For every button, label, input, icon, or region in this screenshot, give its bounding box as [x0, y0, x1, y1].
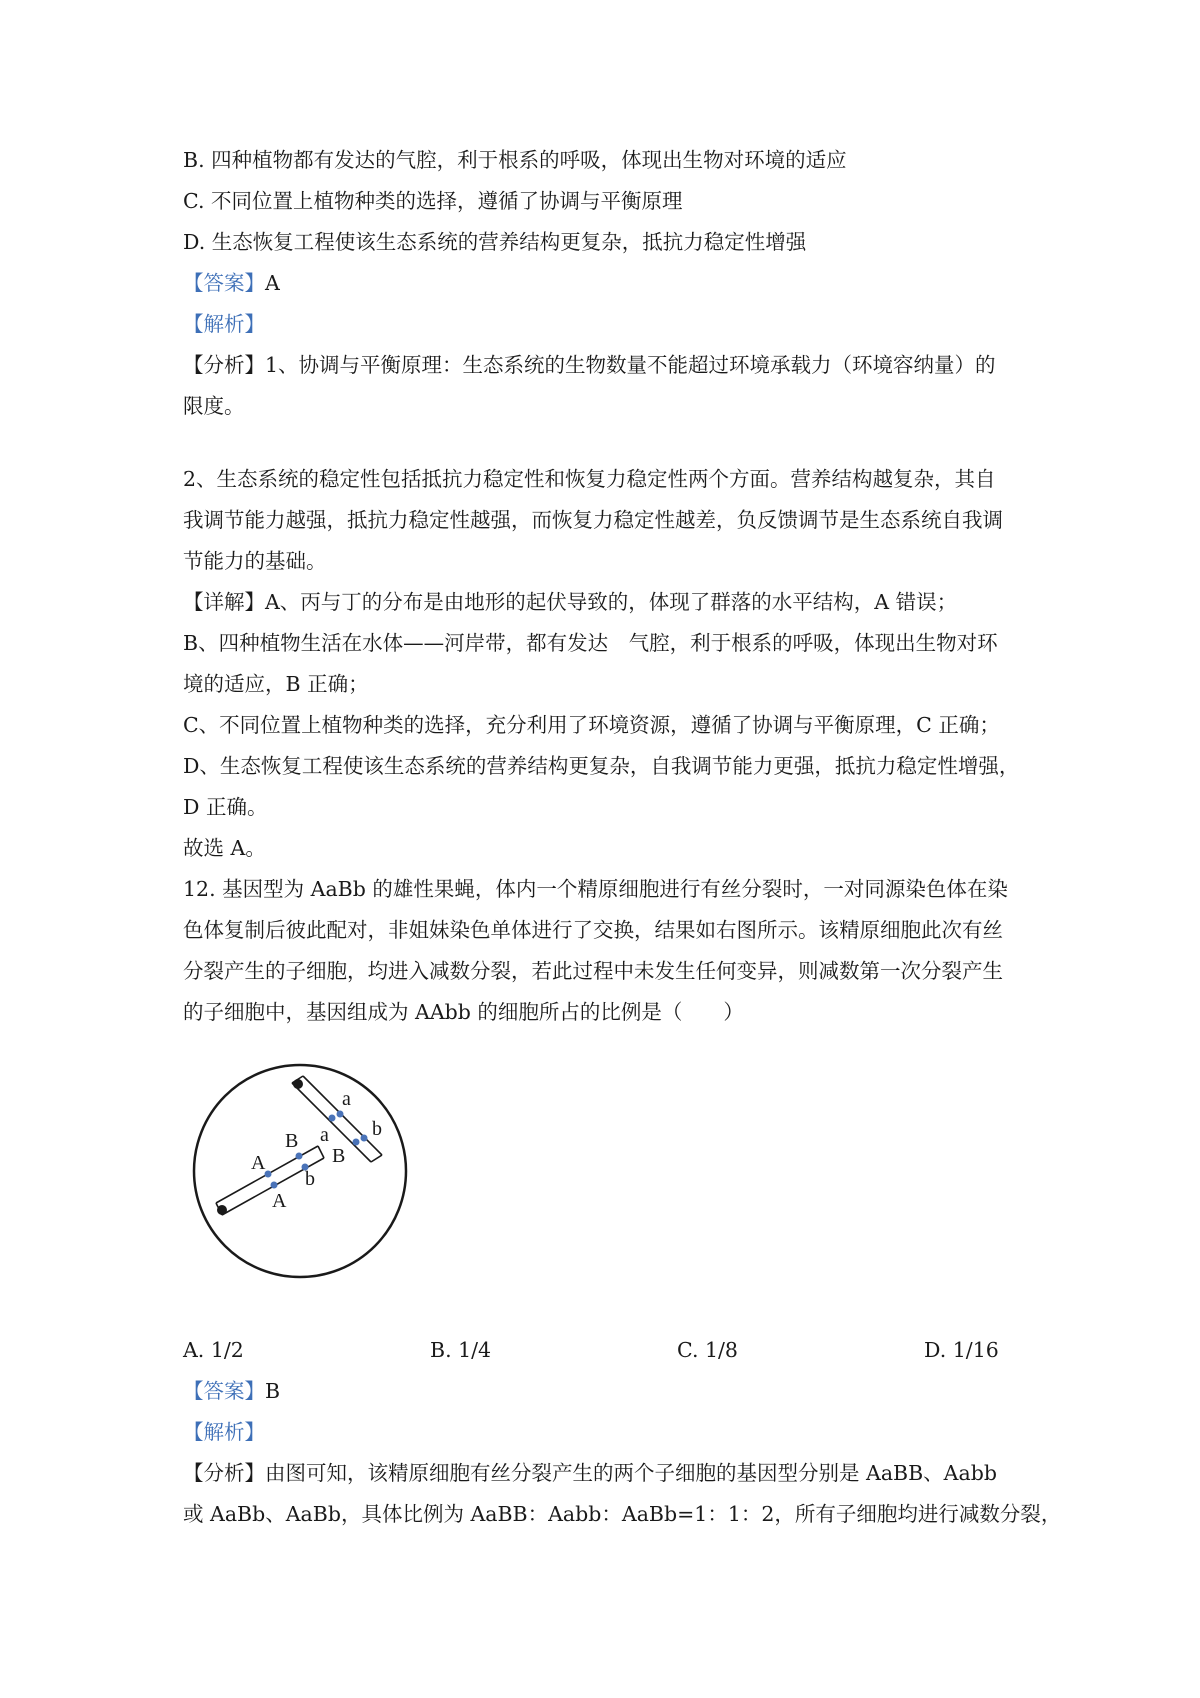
option-b: B. 1/4 [430, 1338, 492, 1362]
q11-detail-b2: 境的适应，B 正确； [183, 672, 369, 696]
q12-fenxi-line1 [183, 1453, 1028, 1494]
gene-label: B [285, 1130, 299, 1152]
q12-stem-line2: 色体复制后彼此配对，非姐妹染色单体进行了交换，结果如右图所示。该精原细胞此次有丝 [183, 918, 1003, 942]
q11-detail-d1: D、生态恢复工程使该生态系统的营养结构更复杂，自我调节能力更强，抵抗力稳定性增强， [183, 754, 1020, 778]
gene-label: A [272, 1190, 287, 1212]
answer-value: B [265, 1379, 281, 1403]
gene-label: b [305, 1168, 315, 1190]
gene-locus-dot [361, 1135, 368, 1142]
q11-fenxi-line2: 限度。 [183, 394, 245, 418]
answer-value: A [265, 271, 280, 295]
q12-options [183, 1330, 1028, 1371]
option-c: C. 1/8 [677, 1338, 738, 1362]
q11-analysis-tag: 【解析】 [183, 312, 265, 336]
chromosome-figure [183, 1041, 1028, 1326]
gene-label: a [342, 1088, 351, 1110]
q11-point2-line3: 节能力的基础。 [183, 549, 327, 573]
answer-tag: 【答案】 [183, 271, 265, 295]
gene-locus-dot [296, 1153, 303, 1160]
centromere [217, 1205, 227, 1215]
q12-stem-line3: 分裂产生的子细胞，均进入减数分裂，若此过程中未发生任何变异，则减数第一次分裂产生 [183, 959, 1003, 983]
q11-answer [183, 263, 1028, 304]
q11-detail-c: C、不同位置上植物种类的选择，充分利用了环境资源，遵循了协调与平衡原理，C 正确； [183, 713, 1000, 737]
fenxi-text: 由图可知，该精原细胞有丝分裂产生的两个子细胞的基因型分别是 AaBB、Aabb [265, 1461, 997, 1485]
gene-locus-dot [353, 1139, 360, 1146]
q11-option-d: D. 生态恢复工程使该生态系统的营养结构更复杂，抵抗力稳定性增强 [183, 230, 807, 254]
cell-diagram [190, 1059, 420, 1289]
chromatid-end [318, 1146, 324, 1158]
q11-detail-d2: D 正确。 [183, 795, 268, 819]
chromosome-left [216, 1130, 324, 1215]
gene-locus-dot [271, 1182, 278, 1189]
gene-label: b [372, 1118, 382, 1140]
q11-point2-line2: 我调节能力越强，抵抗力稳定性越强，而恢复力稳定性越差，负反馈调节是生态系统自我调 [183, 508, 1003, 532]
q11-point2-line1: 2、生态系统的稳定性包括抵抗力稳定性和恢复力稳定性两个方面。营养结构越复杂，其自 [183, 467, 996, 491]
q12-fenxi-line2: 或 AaBb、AaBb，具体比例为 AaBB：Aabb：AaBb=1：1：2，所有子细胞均进行减数分裂， [183, 1502, 1062, 1526]
detail-a-text: A、丙与丁的分布是由地形的起伏导致的，体现了群落的水平结构，A 错误； [265, 590, 958, 614]
q11-fenxi-line1 [183, 345, 1028, 386]
q11-detail-b1: B、四种植物生活在水体——河岸带，都有发达 气腔，利于根系的呼吸，体现出生物对环 [183, 631, 998, 655]
gene-label: a [320, 1124, 329, 1146]
q11-detail-a [183, 582, 1028, 623]
q11-conclusion: 故选 A。 [183, 836, 266, 860]
q11-option-c: C. 不同位置上植物种类的选择，遵循了协调与平衡原理 [183, 189, 683, 213]
option-d: D. 1/16 [924, 1338, 999, 1362]
q12-analysis-tag: 【解析】 [183, 1420, 265, 1444]
chromatid-end [371, 1155, 382, 1162]
q12-stem-line1: 12. 基因型为 AaBb 的雄性果蝇，体内一个精原细胞进行有丝分裂时，一对同源染色体在染 [183, 877, 1008, 901]
option-a: A. 1/2 [183, 1338, 244, 1362]
fenxi-tag: 【分析】 [183, 1461, 265, 1485]
document-page [183, 140, 1062, 1535]
fenxi-tag: 【分析】 [183, 353, 265, 377]
gene-locus-dot [265, 1171, 272, 1178]
fenxi-text: 1、协调与平衡原理：生态系统的生物数量不能超过环境承载力（环境容纳量）的 [265, 353, 996, 377]
gene-locus-dot [337, 1111, 344, 1118]
q11-option-b: B. 四种植物都有发达的气腔，利于根系的呼吸，体现出生物对环境的适应 [183, 148, 847, 172]
centromere [293, 1079, 303, 1089]
gene-label: A [251, 1152, 266, 1174]
gene-locus-dot [329, 1115, 336, 1122]
detail-tag: 【详解】 [183, 590, 265, 614]
answer-tag: 【答案】 [183, 1379, 265, 1403]
q12-stem-line4: 的子细胞中，基因组成为 AAbb 的细胞所占的比例是（ ） [183, 1000, 744, 1024]
gene-label: B [332, 1145, 346, 1167]
q12-answer [183, 1371, 1028, 1412]
